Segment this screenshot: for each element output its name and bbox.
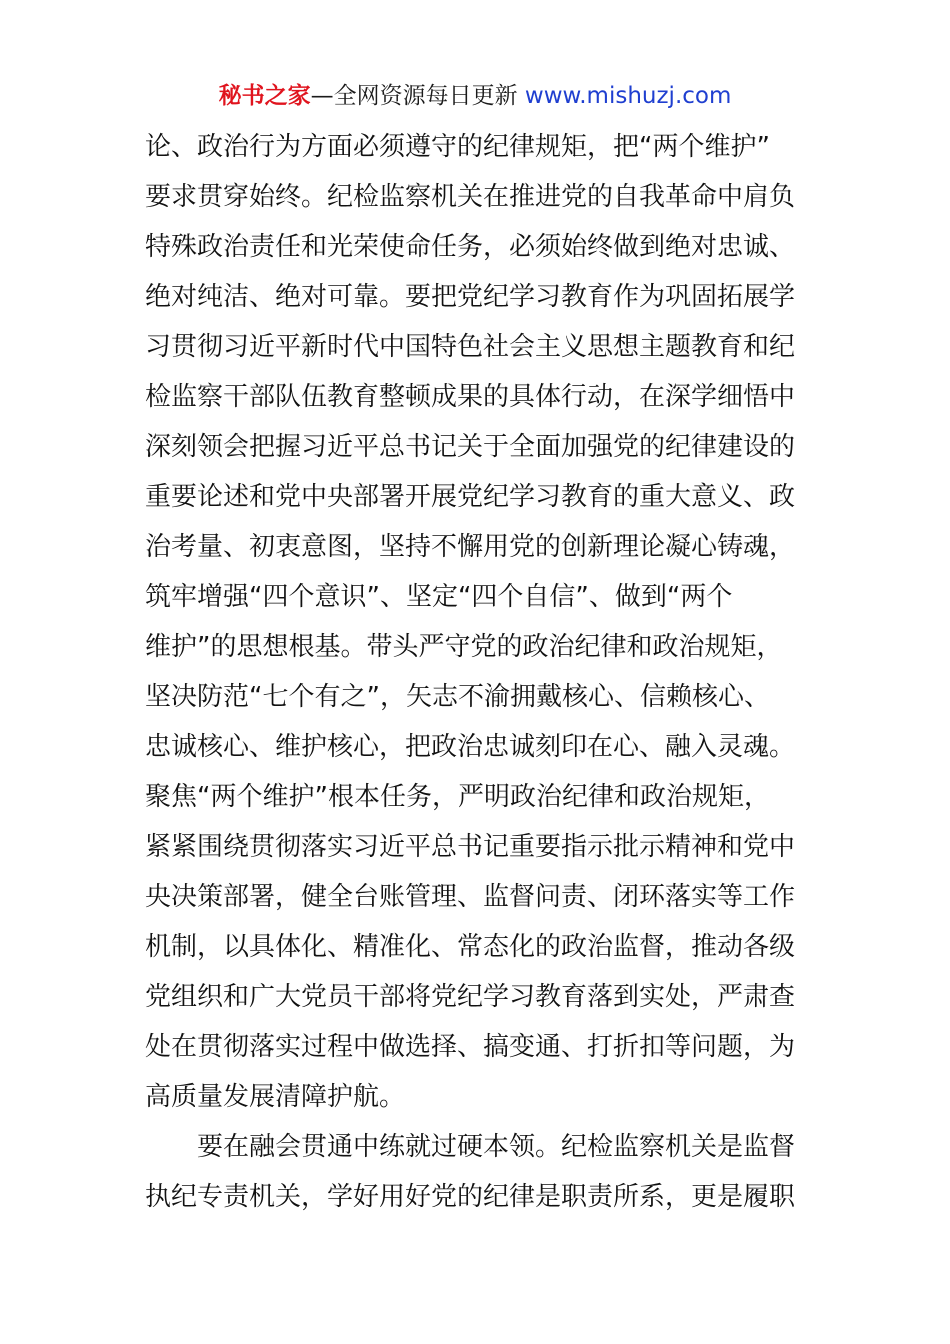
text-line: 高质量发展清障护航。 [145,1082,406,1112]
header-tagline: —全网资源每日更新 [310,83,518,109]
header-url-link[interactable]: www.mishuzj.com [524,83,732,109]
text-line: 聚焦“两个维护”根本任务，严明政治纪律和政治规矩， [145,782,770,812]
text-line: 紧紧围绕贯彻落实习近平总书记重要指示批示精神和党中 [145,832,796,862]
text-line: 忠诚核心、维护核心，把政治忠诚刻印在心、融入灵魂。 [145,732,796,762]
text-line: 机制，以具体化、精准化、常态化的政治监督，推动各级 [145,932,796,962]
text-line: 要求贯穿始终。纪检监察机关在推进党的自我革命中肩负 [145,182,796,212]
text-line: 特殊政治责任和光荣使命任务，必须始终做到绝对忠诚、 [145,232,796,262]
header-brand: 秘书之家 [218,83,311,109]
text-line: 习贯彻习近平新时代中国特色社会主义思想主题教育和纪 [145,332,796,362]
text-line: 处在贯彻落实过程中做选择、搞变通、打折扣等问题，为 [145,1032,796,1062]
text-line: 执纪专责机关，学好用好党的纪律是职责所系，更是履职 [145,1182,796,1212]
text-line: 党组织和广大党员干部将党纪学习教育落到实处，严肃查 [145,982,796,1012]
text-line: 深刻领会把握习近平总书记关于全面加强党的纪律建设的 [145,432,796,462]
text-line: 坚决防范“七个有之”，矢志不渝拥戴核心、信赖核心、 [145,682,770,712]
document-body [145,122,815,1222]
text-line: 论、政治行为方面必须遵守的纪律规矩，把“两个维护” [145,132,770,162]
page-header [0,80,950,112]
paragraph-2 [145,1122,815,1222]
text-line: 检监察干部队伍教育整顿成果的具体行动，在深学细悟中 [145,382,796,412]
text-line: 要在融会贯通中练就过硬本领。纪检监察机关是监督 [197,1132,796,1162]
text-line: 治考量、初衷意图，坚持不懈用党的创新理论凝心铸魂， [145,532,796,562]
text-line: 筑牢增强“四个意识”、坚定“四个自信”、做到“两个 [145,582,733,612]
text-line: 重要论述和党中央部署开展党纪学习教育的重大意义、政 [145,482,796,512]
text-line: 绝对纯洁、绝对可靠。要把党纪学习教育作为巩固拓展学 [145,282,796,312]
text-line: 维护”的思想根基。带头严守党的政治纪律和政治规矩， [145,632,783,662]
paragraph-1 [145,122,815,1122]
text-line: 央决策部署，健全台账管理、监督问责、闭环落实等工作 [145,882,796,912]
